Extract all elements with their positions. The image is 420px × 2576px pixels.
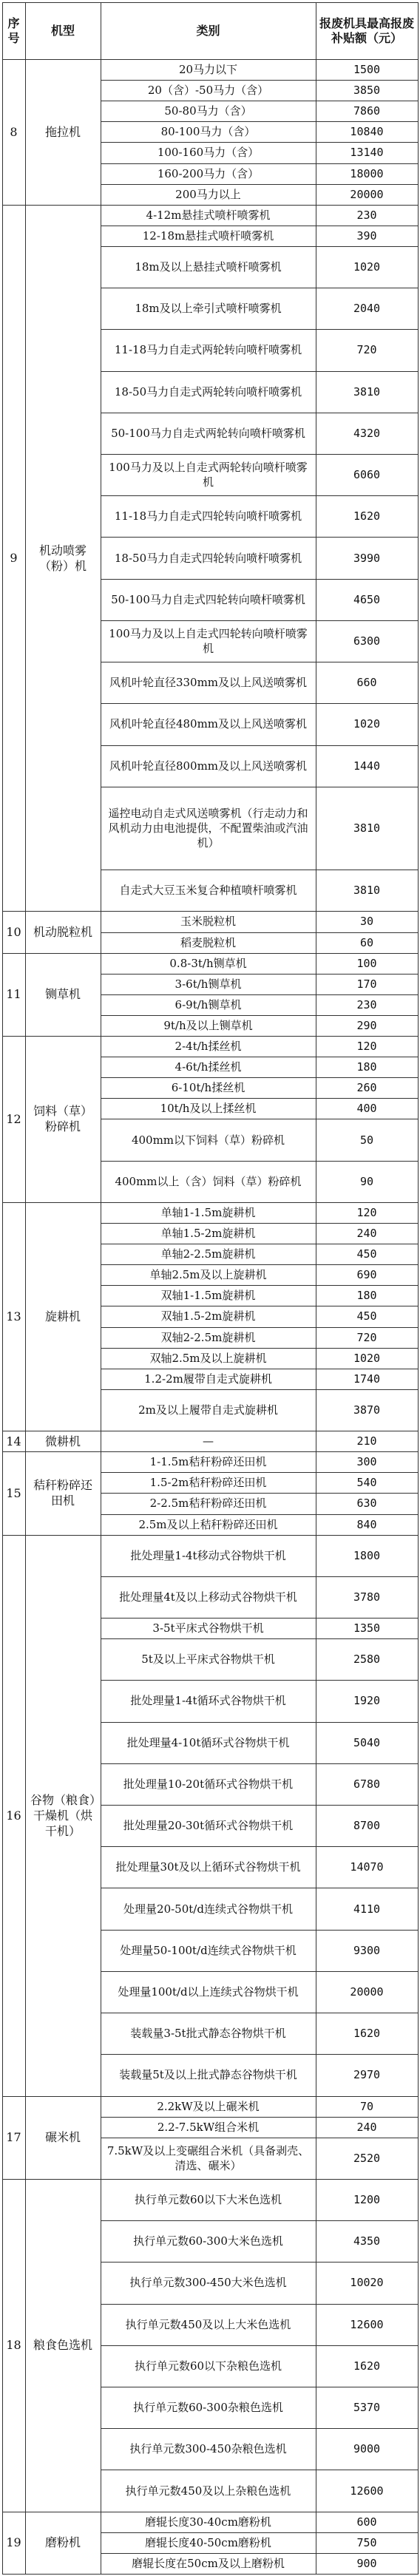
table-row-category: 20马力以下 — [178, 63, 238, 77]
table-row-category: 磨辊长度30-40cm磨粉机 — [145, 2515, 271, 2529]
row-divider — [101, 2345, 419, 2346]
row-divider — [101, 1805, 419, 1806]
table-row-amount: 1020 — [353, 260, 381, 274]
table-row-category: 6-9t/h铡草机 — [175, 997, 242, 1011]
table-row-category: — — [203, 1434, 214, 1448]
row-divider — [101, 1763, 419, 1764]
table-row-category: 磨辊长度40-50cm磨粉机 — [145, 2535, 271, 2549]
row-divider — [101, 1576, 419, 1577]
row-divider — [101, 537, 419, 538]
table-row-category: 2-4t/h揉丝机 — [175, 1040, 242, 1054]
table-row-amount: 10840 — [350, 125, 384, 139]
table-row-amount: 240 — [356, 1227, 377, 1241]
table-row-amount: 1440 — [353, 759, 381, 773]
table-row-amount: 8700 — [353, 1819, 381, 1833]
group-seq: 11 — [6, 987, 21, 1002]
table-row-amount: 5370 — [353, 2401, 381, 2415]
table-row-amount: 90 — [359, 1174, 374, 1188]
table-row-amount: 260 — [356, 1081, 377, 1095]
table-row-category: 自走式大豆玉米复合种植喷杆喷雾机 — [119, 884, 297, 898]
table-row-amount: 60 — [359, 935, 374, 949]
row-divider — [101, 620, 419, 621]
table-row-category: 5t及以上平床式谷物烘干机 — [141, 1653, 275, 1667]
table-row-amount: 540 — [356, 1476, 377, 1490]
table-row-amount: 720 — [356, 1330, 377, 1344]
table-row-category: 200马力以上 — [175, 187, 241, 201]
table-row-category: 执行单元数60-300大米色选机 — [133, 2234, 283, 2248]
table-row-category: 风机叶轮直径330mm及以上风送喷雾机 — [109, 676, 308, 690]
row-divider — [101, 1161, 419, 1162]
group-seq: 14 — [6, 1434, 21, 1448]
table-row-amount: 230 — [356, 208, 377, 222]
table-row-amount: 1020 — [353, 1351, 381, 1365]
table-row-category: 1.2-2m履带自走式旋耕机 — [144, 1372, 272, 1386]
table-row-amount: 600 — [356, 2515, 377, 2529]
group-seq: 12 — [6, 1111, 21, 1126]
table-row-category: 18-50马力自走式两轮转向喷杆喷雾机 — [114, 384, 302, 399]
table-row-category: 执行单元数300-450杂粮色选机 — [129, 2442, 287, 2456]
row-divider — [101, 994, 419, 995]
table-row-amount: 2580 — [353, 1653, 381, 1667]
table-row-amount: 70 — [359, 2099, 374, 2113]
table-row-category: 10t/h及以上揉丝机 — [160, 1102, 257, 1116]
table-row-category: 双轴2.5m及以上旋耕机 — [149, 1351, 267, 1365]
table-row-amount: 2970 — [353, 2068, 381, 2082]
table-row-amount: 1920 — [353, 1694, 381, 1708]
table-row-category: 单轴2.5m及以上旋耕机 — [149, 1268, 267, 1282]
row-divider — [2, 2, 419, 3]
table-row-amount: 3850 — [353, 84, 381, 98]
table-row-category: 执行单元数450及以上杂粮色选机 — [125, 2484, 291, 2498]
table-row-amount: 18000 — [350, 166, 384, 180]
row-divider — [2, 1036, 419, 1037]
table-row-amount: 5040 — [353, 1735, 381, 1749]
table-row-category: 160-200马力（含） — [157, 166, 260, 180]
table-row-amount: 390 — [356, 228, 377, 243]
table-row-category: 3-6t/h铡草机 — [175, 977, 242, 991]
table-row-category: 批处理量1-4t循环式谷物烘干机 — [130, 1694, 286, 1708]
table-row-category: 50-100马力自走式两轮转向喷杆喷雾机 — [111, 426, 305, 440]
table-row-amount: 120 — [356, 1205, 377, 1219]
row-divider — [101, 1930, 419, 1931]
table-row-category: 80-100马力（含） — [160, 125, 256, 139]
table-row-amount: 660 — [356, 676, 377, 690]
table-row-category: 2.2kW及以上碾米机 — [157, 2099, 260, 2113]
table-row-category: 18m及以上牵引式喷杆喷雾机 — [135, 302, 282, 316]
table-row-amount: 1620 — [353, 2359, 381, 2373]
row-divider — [101, 1680, 419, 1681]
table-row-category: 6-10t/h揉丝机 — [171, 1081, 245, 1095]
group-machine: 机动脱粒机 — [33, 924, 92, 939]
table-row-amount: 300 — [356, 1455, 377, 1469]
table-row-amount: 4650 — [353, 592, 381, 606]
group-seq: 8 — [10, 124, 18, 139]
row-divider — [101, 1722, 419, 1723]
row-divider — [101, 454, 419, 455]
table-row-amount: 230 — [356, 997, 377, 1011]
row-divider — [101, 1514, 419, 1515]
row-divider — [101, 184, 419, 185]
row-divider — [101, 932, 419, 933]
row-divider — [101, 246, 419, 247]
row-divider — [101, 2553, 419, 2554]
table-row-amount: 1200 — [353, 2193, 381, 2207]
group-machine: 铡草机 — [44, 987, 81, 1002]
group-seq: 10 — [6, 924, 21, 939]
header-machine: 机型 — [50, 23, 75, 38]
row-divider — [2, 911, 419, 912]
table-row-amount: 9000 — [353, 2442, 381, 2456]
table-row-category: 单轴2-2.5m旋耕机 — [160, 1247, 256, 1261]
row-divider — [2, 2574, 419, 2575]
row-divider — [101, 1264, 419, 1265]
row-divider — [2, 2179, 419, 2180]
table-row-amount: 1800 — [353, 1548, 381, 1562]
table-row-amount: 12600 — [350, 2484, 384, 2498]
row-divider — [101, 1077, 419, 1078]
row-divider — [101, 1389, 419, 1390]
row-divider — [101, 121, 419, 122]
column-divider — [25, 2, 26, 2575]
row-divider — [101, 974, 419, 975]
table-row-category: 磨辊长度在50cm及以上磨粉机 — [132, 2556, 285, 2570]
table-row-amount: 2040 — [353, 302, 381, 316]
table-row-amount: 170 — [356, 977, 377, 991]
table-row-category: 0.8-3t/h铡草机 — [169, 956, 247, 970]
row-divider — [101, 1098, 419, 1099]
table-row-amount: 1020 — [353, 717, 381, 731]
table-row-category: 4-6t/h揉丝机 — [175, 1060, 242, 1074]
table-row-category: 18-50马力自走式四轮转向喷杆喷雾机 — [114, 551, 302, 565]
table-row-amount: 180 — [356, 1289, 377, 1303]
table-row-amount: 690 — [356, 1268, 377, 1282]
column-divider — [2, 2, 3, 2575]
table-row-amount: 1620 — [353, 2027, 381, 2041]
row-divider — [101, 745, 419, 746]
table-row-amount: 290 — [356, 1018, 377, 1032]
group-machine: 微耕机 — [44, 1434, 81, 1448]
table-row-category: 处理量100t/d以上连续式谷物烘干机 — [118, 1984, 299, 1999]
row-divider — [2, 1202, 419, 1203]
table-row-amount: 13140 — [350, 146, 384, 160]
group-machine: 饲料（草）粉碎机 — [33, 1104, 92, 1134]
row-divider — [2, 59, 419, 60]
table-row-category: 11-18马力自走式四轮转向喷杆喷雾机 — [114, 509, 302, 523]
group-machine: 拖拉机 — [44, 124, 81, 139]
row-divider — [101, 2304, 419, 2305]
table-row-category: 2m及以上履带自走式旋耕机 — [138, 1403, 278, 1417]
row-divider — [101, 579, 419, 580]
row-divider — [101, 1472, 419, 1473]
table-row-category: 处理量50-100t/d连续式谷物烘干机 — [120, 1943, 297, 1957]
table-row-category: 400mm以下饲料（草）粉碎机 — [131, 1133, 285, 1147]
table-row-category: 50-100马力自走式四轮转向喷杆喷雾机 — [111, 592, 305, 606]
table-row-category: 2.5m及以上秸秆粉碎还田机 — [138, 1517, 278, 1531]
row-divider — [101, 1223, 419, 1224]
table-row-category: 单轴1.5-2m旋耕机 — [160, 1227, 256, 1241]
row-divider — [101, 2532, 419, 2533]
table-row-amount: 4110 — [353, 1902, 381, 1916]
row-divider — [101, 1348, 419, 1349]
table-row-category: 100马力及以上自走式两轮转向喷杆喷雾机 — [109, 461, 308, 489]
column-divider — [418, 2, 419, 2575]
table-row-category: 100-160马力（含） — [157, 146, 260, 160]
table-row-category: 处理量20-50t/d连续式谷物烘干机 — [123, 1902, 293, 1916]
table-row-category: 稻麦脱粒机 — [180, 935, 236, 949]
row-divider — [101, 2117, 419, 2118]
table-row-amount: 1350 — [353, 1621, 381, 1636]
table-row-category: 装载量3-5t批式静态谷物烘干机 — [130, 2027, 286, 2041]
table-row-amount: 120 — [356, 1040, 377, 1054]
table-row-amount: 720 — [356, 343, 377, 357]
row-divider — [101, 1618, 419, 1619]
table-row-category: 批处理量4-10t循环式谷物烘干机 — [126, 1735, 290, 1749]
row-divider — [2, 205, 419, 206]
table-row-amount: 450 — [356, 1309, 377, 1323]
row-divider — [101, 2262, 419, 2263]
row-divider — [101, 1015, 419, 1016]
table-row-amount: 210 — [356, 1434, 377, 1448]
table-row-category: 18m及以上悬挂式喷杆喷雾机 — [135, 260, 282, 274]
table-row-category: 12-18m悬挂式喷杆喷雾机 — [142, 228, 274, 243]
table-row-category: 风机叶轮直径480mm及以上风送喷雾机 — [109, 717, 308, 731]
table-row-amount: 3810 — [353, 884, 381, 898]
row-divider — [101, 80, 419, 81]
table-row-amount: 3810 — [353, 821, 381, 835]
table-row-amount: 6780 — [353, 1777, 381, 1791]
table-row-amount: 100 — [356, 956, 377, 970]
row-divider — [101, 703, 419, 704]
table-row-amount: 7860 — [353, 104, 381, 118]
table-row-category: 100马力及以上自走式四轮转向喷杆喷雾机 — [109, 626, 308, 655]
row-divider — [101, 142, 419, 143]
table-row-amount: 3810 — [353, 384, 381, 399]
table-row-amount: 3780 — [353, 1590, 381, 1604]
row-divider — [101, 329, 419, 330]
table-row-category: 批处理量1-4t移动式谷物烘干机 — [130, 1548, 286, 1562]
group-seq: 18 — [6, 2338, 21, 2353]
row-divider — [101, 1638, 419, 1639]
table-row-category: 1-1.5m秸秆粉碎还田机 — [149, 1455, 267, 1469]
group-seq: 15 — [6, 1485, 21, 1500]
table-row-amount: 180 — [356, 1060, 377, 1074]
table-row-category: 9t/h及以上铡草机 — [163, 1018, 253, 1032]
table-row-category: 单轴1-1.5m旋耕机 — [160, 1205, 256, 1219]
row-divider — [101, 1285, 419, 1286]
table-row-category: 执行单元数60-300杂粮色选机 — [133, 2401, 283, 2415]
table-row-amount: 400 — [356, 1102, 377, 1116]
group-seq: 19 — [6, 2535, 21, 2550]
row-divider — [2, 2096, 419, 2097]
table-row-amount: 840 — [356, 1517, 377, 1531]
table-row-category: 批处理量30t及以上循环式谷物烘干机 — [115, 1860, 301, 1874]
table-row-category: 50-80马力（含） — [164, 104, 252, 118]
table-row-amount: 6060 — [353, 468, 381, 482]
table-row-category: 风机叶轮直径800mm及以上风送喷雾机 — [109, 759, 308, 773]
group-machine: 磨粉机 — [44, 2535, 81, 2550]
group-machine: 机动喷雾（粉）机 — [38, 543, 87, 573]
table-row-amount: 3870 — [353, 1403, 381, 1417]
group-machine: 粮食色选机 — [33, 2338, 92, 2353]
table-row-category: 执行单元数60以下杂粮色选机 — [134, 2359, 282, 2373]
table-row-category: 11-18马力自走式两轮转向喷杆喷雾机 — [114, 343, 302, 357]
row-divider — [101, 2428, 419, 2429]
group-machine: 秸秆粉碎还田机 — [33, 1478, 92, 1508]
row-divider — [101, 1971, 419, 1972]
table-row-amount: 630 — [356, 1497, 377, 1511]
group-machine: 谷物（粮食）干燥机（烘干机） — [30, 1792, 95, 1838]
row-divider — [101, 495, 419, 496]
table-row-category: 装载量5t及以上批式静态谷物烘干机 — [119, 2068, 297, 2082]
group-seq: 17 — [6, 2130, 21, 2145]
table-row-amount: 240 — [356, 2120, 377, 2134]
row-divider — [101, 1493, 419, 1494]
row-divider — [101, 163, 419, 164]
table-row-category: 遥控电动自走式风送喷雾机（行走动力和风机动力由电池提供，不配置柴油或汽油机） — [108, 806, 308, 850]
table-row-amount: 9300 — [353, 1943, 381, 1957]
table-row-amount: 900 — [356, 2556, 377, 2570]
table-row-amount: 450 — [356, 1247, 377, 1261]
row-divider — [101, 2220, 419, 2221]
row-divider — [101, 1846, 419, 1847]
table-row-category: 2.2-7.5kW组合米机 — [157, 2120, 260, 2134]
table-row-category: 20（含）-50马力（含） — [147, 84, 269, 98]
header-category: 类别 — [196, 23, 220, 38]
table-row-category: 双轴1.5-2m旋耕机 — [160, 1309, 256, 1323]
table-row-amount: 12600 — [350, 2317, 384, 2331]
table-row-category: 双轴2-2.5m旋耕机 — [160, 1330, 256, 1344]
table-row-amount: 2520 — [353, 2151, 381, 2165]
table-row-amount: 1500 — [353, 63, 381, 77]
table-row-category: 执行单元数300-450大米色选机 — [129, 2276, 287, 2290]
table-row-category: 执行单元数60以下大米色选机 — [134, 2193, 282, 2207]
table-row-amount: 4320 — [353, 426, 381, 440]
header-subsidy: 报废机具最高报废补贴额（元） — [319, 16, 414, 45]
table-row-category: 4-12m悬挂式喷杆喷雾机 — [146, 208, 271, 222]
group-machine: 旋耕机 — [44, 1309, 81, 1323]
table-row-category: 2-2.5m秸秆粉碎还田机 — [149, 1497, 267, 1511]
table-row-amount: 4350 — [353, 2234, 381, 2248]
table-row-category: 批处理量4t及以上移动式谷物烘干机 — [119, 1590, 297, 1604]
table-row-category: 3-5t平床式谷物烘干机 — [152, 1621, 264, 1636]
row-divider — [101, 371, 419, 372]
group-machine: 碾米机 — [44, 2130, 81, 2145]
table-row-category: 玉米脱粒机 — [180, 915, 236, 929]
group-seq: 13 — [6, 1309, 21, 1323]
table-row-category: 执行单元数450及以上大米色选机 — [125, 2317, 291, 2331]
table-row-amount: 1620 — [353, 509, 381, 523]
table-row-amount: 20000 — [350, 1984, 384, 1999]
table-row-amount: 1740 — [353, 1372, 381, 1386]
table-row-category: 400mm以上（含）饲料（草）粉碎机 — [115, 1174, 302, 1188]
row-divider — [101, 2054, 419, 2055]
row-divider — [2, 953, 419, 954]
table-row-amount: 50 — [359, 1133, 374, 1147]
table-row-category: 1.5-2m秸秆粉碎还田机 — [149, 1476, 267, 1490]
row-divider — [2, 1451, 419, 1452]
header-seq: 序号 — [7, 16, 20, 45]
row-divider — [2, 1535, 419, 1536]
table-row-amount: 3990 — [353, 551, 381, 565]
table-row-amount: 6300 — [353, 634, 381, 648]
row-divider — [101, 1327, 419, 1328]
group-seq: 9 — [10, 551, 18, 566]
table-row-amount: 10020 — [350, 2276, 384, 2290]
table-row-amount: 750 — [356, 2535, 377, 2549]
table-row-amount: 14070 — [350, 1860, 384, 1874]
table-row-category: 双轴1-1.5m旋耕机 — [160, 1289, 256, 1303]
table-row-amount: 20000 — [350, 187, 384, 201]
table-row-category: 批处理量10-20t循环式谷物烘干机 — [123, 1777, 294, 1791]
table-row-category: 7.5kW及以上变碾组合米机（具备剥壳、清选、碾米） — [106, 2143, 310, 2172]
table-row-category: 批处理量20-30t循环式谷物烘干机 — [123, 1819, 294, 1833]
group-seq: 16 — [6, 1808, 21, 1823]
table-row-amount: 30 — [359, 915, 374, 929]
